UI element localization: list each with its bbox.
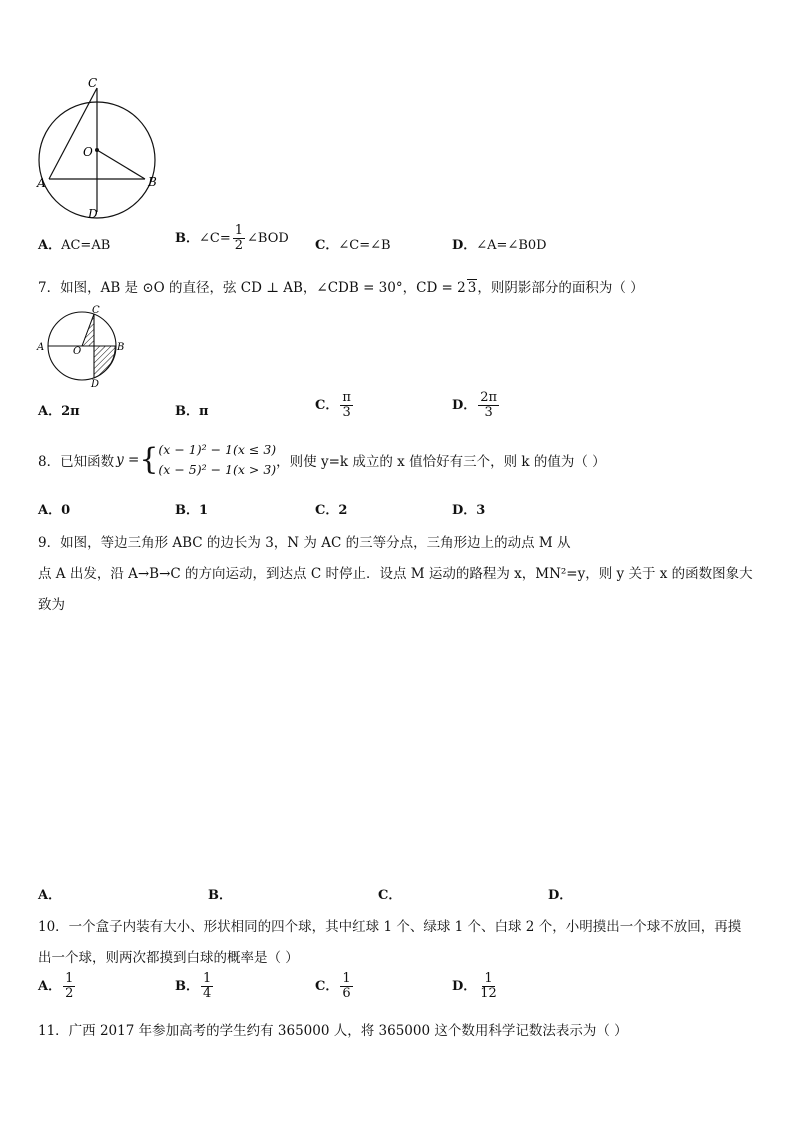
q8-option-c-text: 2: [338, 503, 348, 518]
q8-brace: {: [139, 442, 159, 477]
q7-sqrt: [467, 279, 478, 296]
q10-option-d-fraction: [478, 972, 499, 1001]
q7-option-d-letter: D．: [452, 398, 477, 413]
q7-option-b: [175, 400, 209, 419]
q6-label-d: D: [88, 207, 98, 221]
q6-segment-ac: [49, 88, 97, 179]
q9-option-c: C．: [378, 888, 402, 903]
q7-option-d-den: 3: [484, 405, 493, 420]
q6-option-a-text: AC=AB: [61, 238, 111, 253]
q6-option-b-post: ∠BOD: [247, 231, 289, 246]
q7-sqrt-radicand: 3: [467, 280, 477, 296]
q9-line-1: 9．如图，等边三角形 ABC 的边长为 3，N 为 AC 的三等分点，三角形边上的动点 M 从: [38, 535, 571, 551]
q10-option-a-letter: A．: [38, 979, 62, 994]
q8-stem-b: ，则使 y=k 成立的 x 值恰好有三个，则 k 的值为（ ）: [276, 454, 606, 470]
q6-label-a: A: [37, 176, 46, 190]
q10-option-d: [452, 972, 501, 1001]
q8-option-c-letter: C．: [315, 503, 339, 518]
q8-option-a-text: 0: [61, 503, 71, 518]
q7-shaded-region-lower: [94, 346, 115, 378]
q10-option-d-den: 12: [480, 986, 497, 1001]
q9-option-b: B．: [208, 888, 232, 903]
q10-option-a: [38, 972, 77, 1001]
q7-label-o: O: [73, 346, 82, 357]
q6-option-d: [452, 234, 547, 253]
q7-option-d-fraction: [478, 391, 499, 420]
q6-option-b-num: 1: [234, 223, 244, 238]
q10-option-a-num: 1: [65, 971, 74, 986]
q10-option-b-fraction: [201, 972, 213, 1001]
q10-option-c: [315, 972, 355, 1001]
q10-line-2: 出一个球，则两次都摸到白球的概率是（ ）: [38, 950, 299, 966]
q10-option-c-den: 6: [342, 986, 351, 1001]
q10-option-c-num: 1: [342, 971, 351, 986]
q10-option-b-den: 4: [203, 986, 212, 1001]
q9-line-2: 点 A 出发，沿 A→B→C 的方向运动，到达点 C 时停止．设点 M 运动的路程为 x，MN²=y，则 y 关于 x 的函数图象大: [38, 566, 753, 582]
q10-option-b-num: 1: [203, 971, 212, 986]
q6-option-a-letter: A．: [38, 238, 62, 253]
q11-line-1: 11．广西 2017 年参加高考的学生约有 365000 人，将 365000 这个数用科学记数法表示为（ ）: [38, 1023, 628, 1039]
q7-stem-b: ，则阴影部分的面积为（ ）: [477, 280, 644, 296]
q6-option-c-text: ∠C=∠B: [338, 238, 391, 253]
q7-option-a-text: 2π: [61, 404, 80, 419]
q6-option-d-text: ∠A=∠B0D: [476, 238, 547, 253]
q7-option-c-den: 3: [342, 405, 351, 420]
q10-line-1: 10．一个盒子内装有大小、形状相同的四个球，其中红球 1 个、绿球 1 个、白球 2 个，小明摸出一个球不放回，再摸: [38, 919, 742, 935]
q6-radius-ob: [97, 150, 145, 179]
q10-option-c-fraction: [340, 972, 352, 1001]
q8-piece-2: (x − 5)² − 1(x > 3): [158, 462, 277, 477]
q7-option-c-fraction: [340, 391, 353, 420]
q7-option-b-letter: B．: [175, 404, 199, 419]
q8-option-a-letter: A．: [38, 503, 62, 518]
q7-circle-figure: [34, 304, 130, 388]
q10-option-d-num: 1: [484, 971, 493, 986]
q7-label-c: C: [92, 305, 100, 316]
q6-center-dot: [95, 148, 99, 152]
q7-option-a-letter: A．: [38, 404, 62, 419]
q10-option-a-den: 2: [65, 986, 74, 1001]
q6-option-b-letter: B．: [175, 231, 199, 246]
q7-label-b: B: [117, 342, 125, 353]
q7-stem-a: 7．如图，AB 是 ⊙O 的直径，弦 CD ⊥ AB，∠CDB = 30°，CD = 2: [38, 280, 466, 296]
q6-option-b-den: 2: [234, 238, 244, 253]
q6-option-b-pre: ∠C=: [199, 231, 231, 246]
q6-option-b: [175, 224, 289, 253]
q7-option-a: [38, 400, 80, 419]
q6-label-c: C: [88, 76, 98, 90]
q10-option-b-letter: B．: [175, 979, 199, 994]
q8-option-b: [175, 499, 208, 518]
q8-piece-1: (x − 1)² − 1(x ≤ 3): [158, 442, 277, 457]
q6-label-b: B: [148, 175, 157, 189]
q8-option-a: [38, 499, 70, 518]
q8-stem-a: 8．已知函数: [38, 454, 115, 470]
q7-option-c-num: π: [342, 390, 351, 405]
q10-option-d-letter: D．: [452, 979, 477, 994]
q7-option-d-num: 2π: [480, 390, 498, 405]
q8-stem: [38, 437, 606, 483]
q10-option-a-fraction: [63, 972, 75, 1001]
q10-option-c-letter: C．: [315, 979, 339, 994]
q6-option-c: [315, 234, 391, 253]
q6-option-d-letter: D．: [452, 238, 477, 253]
q6-circle-figure: [30, 72, 170, 222]
q6-label-o: O: [83, 145, 93, 159]
q8-piecewise: [158, 440, 276, 480]
q9-option-d: D．: [548, 888, 573, 903]
q8-option-d: [452, 499, 485, 518]
q10-option-b: [175, 972, 215, 1001]
q6-option-a: [38, 234, 110, 253]
q6-option-c-letter: C．: [315, 238, 339, 253]
q8-option-b-text: 1: [199, 503, 209, 518]
q7-option-c: [315, 391, 355, 420]
q7-label-a: A: [37, 342, 45, 353]
q8-option-d-letter: D．: [452, 503, 477, 518]
q6-option-b-fraction: [233, 224, 245, 253]
q7-option-b-text: π: [199, 404, 209, 419]
q7-stem: [38, 276, 644, 296]
q8-option-b-letter: B．: [175, 503, 199, 518]
q9-line-3: 致为: [38, 597, 65, 613]
q8-option-d-text: 3: [476, 503, 486, 518]
q7-label-d: D: [91, 379, 100, 388]
q7-option-d: [452, 391, 501, 420]
q9-option-a: A．: [38, 888, 62, 903]
q7-option-c-letter: C．: [315, 398, 339, 413]
q8-option-c: [315, 499, 347, 518]
q8-y-eq: y =: [116, 452, 140, 468]
